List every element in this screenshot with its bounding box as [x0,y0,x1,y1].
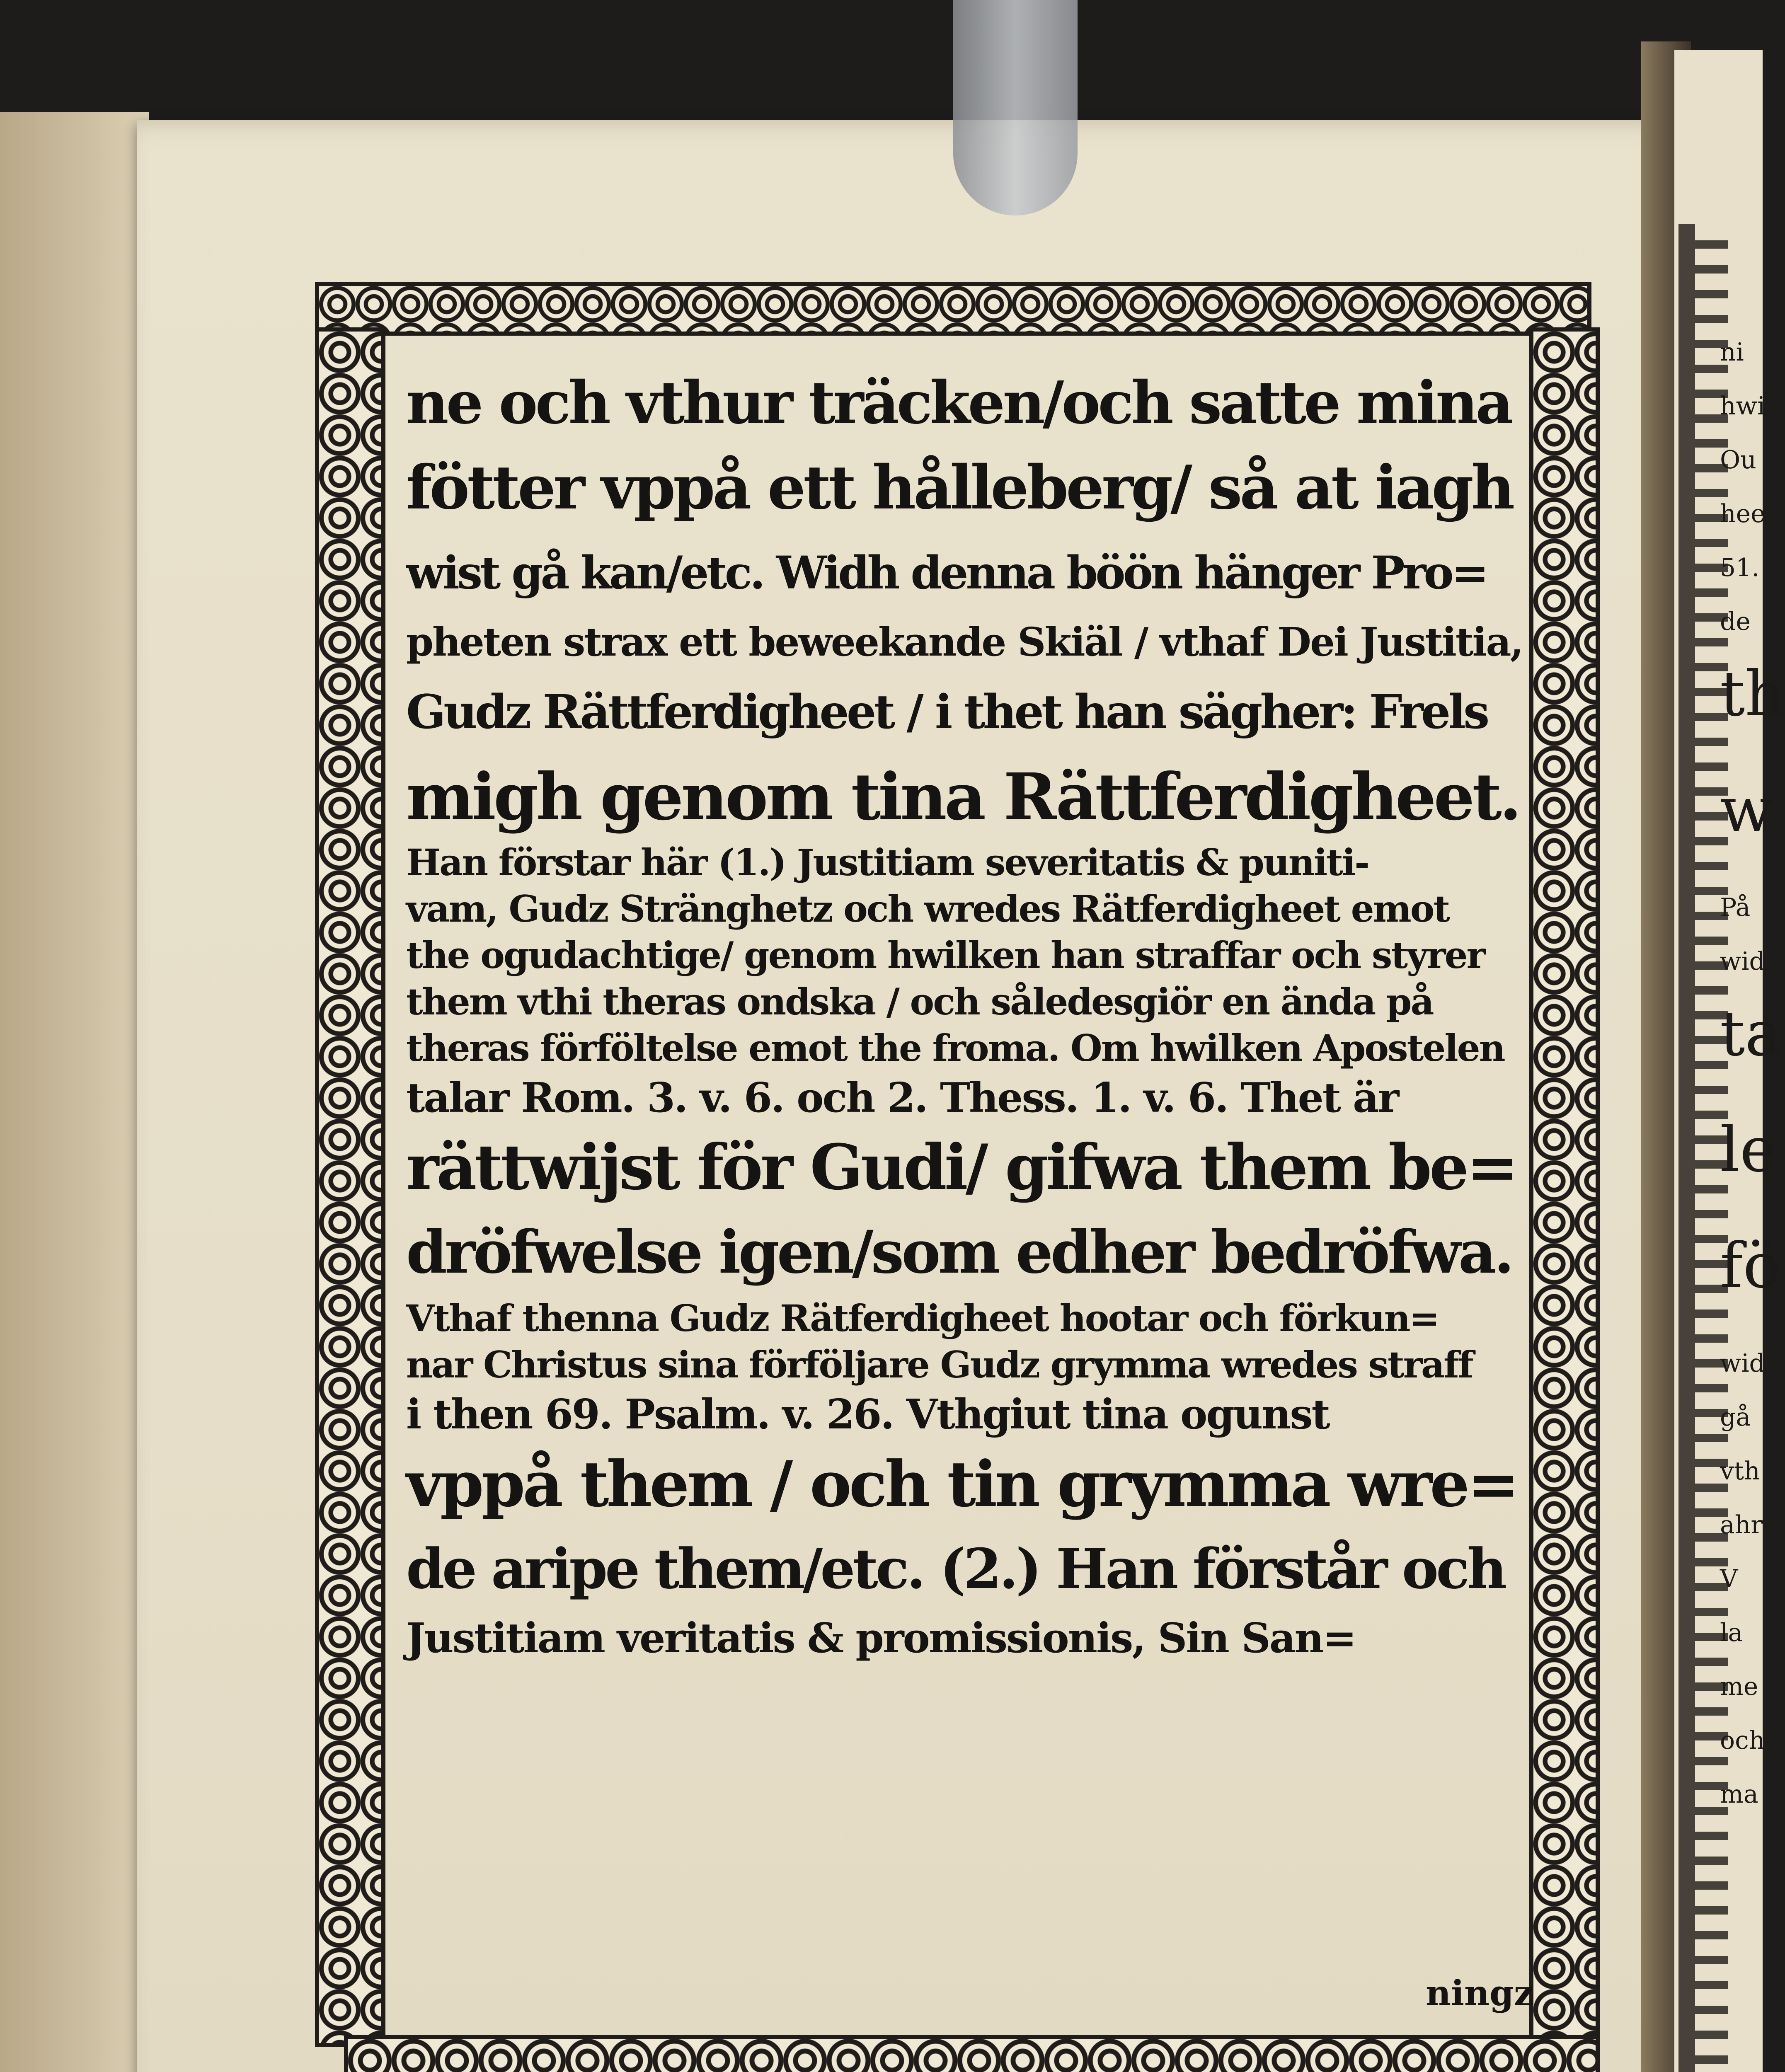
text-line: vam, Gudz Stränghetz och wredes Rätferdigheet emot [406,887,1449,930]
adjacent-page [1674,50,1785,2072]
adjacent-page-fragment: ni [1720,338,1744,367]
adjacent-page-fragment: me [1720,1672,1758,1701]
adjacent-page-fragment: fö [1720,1230,1780,1302]
adjacent-page-fragment: wid [1720,1349,1765,1378]
adjacent-page-fragment: hwi [1720,392,1766,421]
text-line: rättwijst för Gudi/ gifwa them be= [406,1131,1516,1204]
adjacent-page-fragment: th [1720,658,1785,730]
adjacent-page-fragment: ahr [1720,1510,1763,1539]
ornamental-border-right [1529,327,1600,2047]
ornamental-border-bottom [344,2035,1600,2072]
adjacent-page-fragment: Ou [1720,445,1756,474]
adjacent-page-fragment: gå [1720,1403,1751,1432]
adjacent-page-fragment: ma [1720,1780,1758,1809]
text-line: vppå them / och tin grymma wre= [406,1447,1517,1521]
text-line: dröfwelse igen/som edher bedröfwa. [406,1218,1512,1287]
text-line: pheten strax ett beweekande Skiäl / vthaf Dei Justitia, [406,619,1523,665]
text-line: migh genom tina Rättferdigheet. [406,759,1519,835]
adjacent-page-fragment: 51. [1720,553,1760,582]
text-line: Justitiam veritatis & promissionis, Sin San= [406,1615,1356,1662]
adjacent-page-fragment: V [1720,1564,1738,1593]
text-line: Gudz Rättferdigheet / i thet han sägher: Frels [406,684,1487,739]
catchword: ningz [1426,1973,1534,2014]
ornamental-border-left [315,327,385,2047]
text-line: talar Rom. 3. v. 6. och 2. Thess. 1. v. 6. Thet är [406,1074,1398,1122]
text-line: i then 69. Psalm. v. 26. Vthgiut tina ogunst [406,1391,1329,1438]
text-line: them vthi theras ondska / och såledesgiör en ända på [406,980,1433,1023]
adjacent-page-text [1720,338,1785,1836]
adjacent-page-fragment: hee [1720,499,1766,528]
book-cover-edge [0,112,149,2072]
text-line: wist gå kan/etc. Widh denna böön hänger Pro= [406,546,1487,599]
adjacent-page-fragment: På [1720,893,1751,922]
text-line: Vthaf thenna Gudz Rätferdigheet hootar och förkun= [406,1297,1439,1340]
adjacent-page-fragment: la [1720,1618,1743,1647]
bookmark-tab [953,0,1078,215]
page-text-block [406,361,1525,1665]
adjacent-page-fragment: w [1720,774,1773,846]
text-line: nar Christus sina förföljare Gudz grymma wredes straff [406,1343,1473,1386]
adjacent-page-fragment: och [1720,1726,1765,1755]
text-line: theras förföltelse emot the froma. Om hwilken Apostelen [406,1026,1504,1070]
adjacent-page-fragment: vth [1720,1457,1760,1486]
adjacent-page-fragment: de [1720,607,1751,636]
adjacent-page-fragment: le [1720,1114,1777,1186]
text-line: fötter vppå ett hålleberg/ så at iagh [406,453,1513,523]
text-line: the ogudachtige/ genom hwilken han straffar och styrer [406,934,1485,977]
text-line: ne och vthur träcken/och satte mina [406,369,1511,437]
text-line: Han förstar här (1.) Justitiam severitatis & puniti- [406,841,1368,884]
text-line: de aripe them/etc. (2.) Han förstår och [406,1537,1505,1601]
ornamental-border-top [315,282,1591,336]
adjacent-page-fragment: ta [1720,998,1782,1070]
adjacent-page-fragment: wid [1720,947,1765,976]
